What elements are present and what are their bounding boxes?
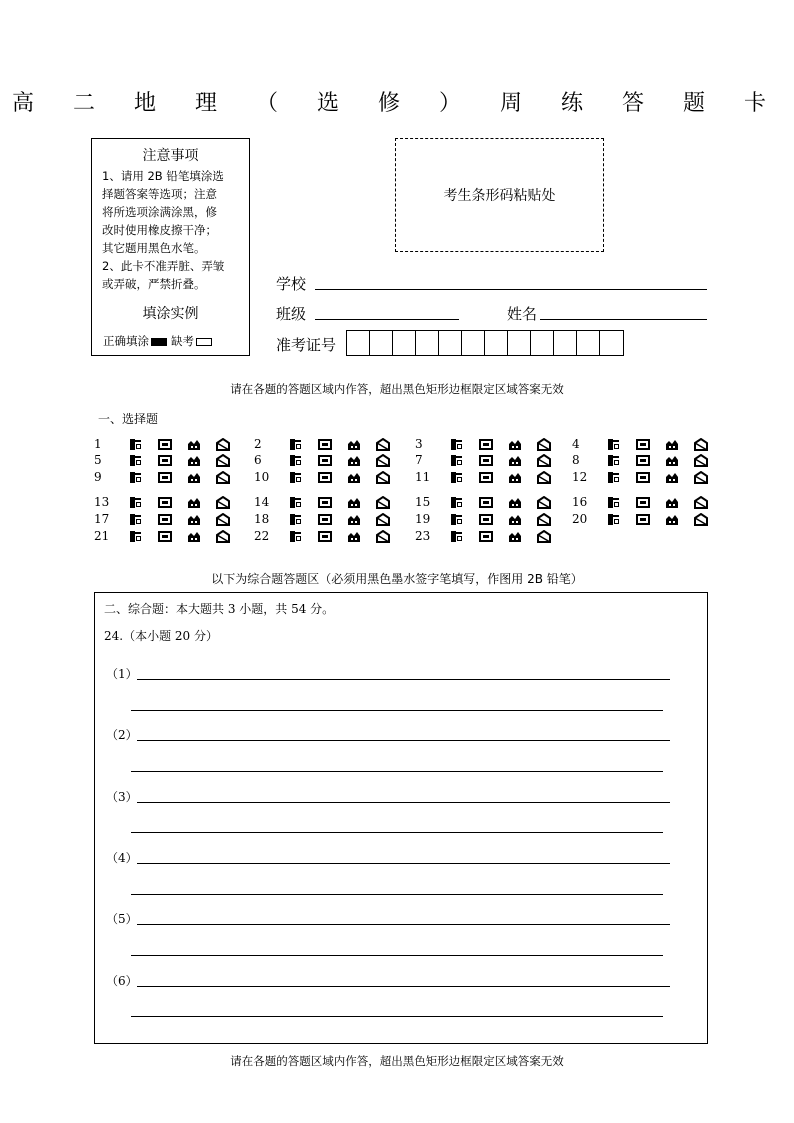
- mark-d-icon[interactable]: [376, 438, 390, 451]
- question-number: 8: [572, 453, 580, 467]
- mark-d-icon[interactable]: [694, 454, 708, 467]
- exam-id-digit[interactable]: [370, 331, 393, 355]
- exam-id-digit[interactable]: [554, 331, 577, 355]
- school-field[interactable]: [315, 289, 707, 290]
- mark-d-icon[interactable]: [216, 471, 230, 484]
- mark-c-icon[interactable]: [187, 496, 201, 509]
- class-label: 班级: [276, 305, 307, 323]
- mark-b-icon[interactable]: [479, 438, 493, 451]
- mark-b-icon[interactable]: [158, 530, 172, 543]
- answer-line[interactable]: [137, 740, 670, 741]
- mark-c-icon[interactable]: [187, 530, 201, 543]
- mark-b-icon[interactable]: [479, 471, 493, 484]
- mark-a-icon[interactable]: [289, 496, 303, 509]
- instruction-section2: 以下为综合题答题区（必须用黑色墨水签字笔填写，作图用 2B 铅笔）: [211, 572, 583, 586]
- question-number: 9: [94, 470, 102, 484]
- answer-line[interactable]: [137, 679, 670, 680]
- question-number: 14: [254, 495, 270, 509]
- exam-id-digit[interactable]: [439, 331, 462, 355]
- mark-a-icon[interactable]: [129, 471, 143, 484]
- mark-a-icon[interactable]: [450, 471, 464, 484]
- mark-c-icon[interactable]: [187, 513, 201, 526]
- mark-d-icon[interactable]: [376, 471, 390, 484]
- fill-example-row: [92, 333, 249, 349]
- question-number: 6: [254, 453, 262, 467]
- mark-b-icon[interactable]: [158, 496, 172, 509]
- mark-d-icon[interactable]: [376, 530, 390, 543]
- notice-line: 1、请用 2B 铅笔填涂选: [102, 169, 224, 183]
- choice-question: [415, 453, 566, 467]
- answer-line[interactable]: [131, 955, 663, 956]
- correct-fill-label: 正确填涂: [103, 334, 149, 348]
- mark-a-icon[interactable]: [607, 496, 621, 509]
- mark-d-icon[interactable]: [537, 438, 551, 451]
- question-number: 16: [572, 495, 588, 509]
- choice-question: [254, 529, 405, 543]
- mark-c-icon[interactable]: [665, 454, 679, 467]
- mark-a-icon[interactable]: [450, 438, 464, 451]
- mark-c-icon[interactable]: [187, 438, 201, 451]
- subq-label: （2）: [106, 728, 138, 742]
- answer-line[interactable]: [137, 986, 670, 987]
- notice-line: 改时使用橡皮擦干净；: [102, 223, 217, 237]
- choice-question: [94, 495, 245, 509]
- mark-b-icon[interactable]: [636, 471, 650, 484]
- mark-d-icon[interactable]: [537, 496, 551, 509]
- mark-b-icon[interactable]: [636, 513, 650, 526]
- mark-a-icon[interactable]: [129, 530, 143, 543]
- barcode-label: 考生条形码粘贴处: [443, 188, 556, 204]
- mark-a-icon[interactable]: [289, 471, 303, 484]
- section2-header: 二、综合题：本大题共 3 小题，共 54 分。: [104, 602, 335, 616]
- subq-label: （6）: [106, 974, 138, 988]
- mark-d-icon[interactable]: [694, 471, 708, 484]
- mark-d-icon[interactable]: [376, 513, 390, 526]
- choice-question: [415, 529, 566, 543]
- choice-question: [254, 470, 405, 484]
- section1-title: 一、选择题: [98, 412, 159, 426]
- question-number: 23: [415, 529, 431, 543]
- mark-a-icon[interactable]: [450, 530, 464, 543]
- choice-question: [572, 470, 723, 484]
- mark-a-icon[interactable]: [607, 513, 621, 526]
- mark-a-icon[interactable]: [450, 513, 464, 526]
- answer-line[interactable]: [131, 894, 663, 895]
- question-number: 7: [415, 453, 423, 467]
- notice-line: 2、此卡不准弄脏、弄皱: [102, 259, 225, 273]
- absent-checkbox[interactable]: [196, 338, 212, 346]
- mark-c-icon[interactable]: [347, 530, 361, 543]
- mark-c-icon[interactable]: [187, 471, 201, 484]
- question-number: 18: [254, 512, 270, 526]
- mark-d-icon[interactable]: [694, 438, 708, 451]
- choice-question: [572, 495, 723, 509]
- question-number: 13: [94, 495, 110, 509]
- mark-c-icon[interactable]: [508, 454, 522, 467]
- mark-c-icon[interactable]: [347, 496, 361, 509]
- choice-question: [415, 470, 566, 484]
- exam-id-digit[interactable]: [393, 331, 416, 355]
- exam-id-digit[interactable]: [600, 331, 623, 355]
- exam-id-digit[interactable]: [416, 331, 439, 355]
- question-number: 21: [94, 529, 110, 543]
- answer-line[interactable]: [131, 832, 663, 833]
- choice-question: [572, 512, 723, 526]
- choice-question: [572, 437, 723, 451]
- answer-line[interactable]: [137, 924, 670, 925]
- mark-d-icon[interactable]: [376, 454, 390, 467]
- mark-b-icon[interactable]: [318, 530, 332, 543]
- name-label: 姓名: [507, 305, 538, 323]
- answer-line[interactable]: [137, 802, 670, 803]
- choice-question: [94, 512, 245, 526]
- mark-b-icon[interactable]: [318, 454, 332, 467]
- answer-line[interactable]: [131, 710, 663, 711]
- answer-line[interactable]: [137, 863, 670, 864]
- exam-id-digit[interactable]: [462, 331, 485, 355]
- mark-a-icon[interactable]: [289, 438, 303, 451]
- mark-a-icon[interactable]: [607, 471, 621, 484]
- mark-b-icon[interactable]: [318, 438, 332, 451]
- choice-question: [254, 437, 405, 451]
- mark-c-icon[interactable]: [508, 496, 522, 509]
- mark-b-icon[interactable]: [318, 471, 332, 484]
- choice-question: [415, 495, 566, 509]
- mark-b-icon[interactable]: [479, 513, 493, 526]
- mark-a-icon[interactable]: [129, 496, 143, 509]
- filled-swatch: [151, 338, 167, 346]
- choice-question: [94, 529, 245, 543]
- mark-b-icon[interactable]: [479, 530, 493, 543]
- mark-b-icon[interactable]: [158, 438, 172, 451]
- mark-c-icon[interactable]: [665, 471, 679, 484]
- question-number: 5: [94, 453, 102, 467]
- mark-a-icon[interactable]: [450, 454, 464, 467]
- question-number: 1: [94, 437, 102, 451]
- question-24-title: 24.（本小题 20 分）: [104, 629, 218, 643]
- mark-a-icon[interactable]: [289, 530, 303, 543]
- exam-id-digit[interactable]: [485, 331, 508, 355]
- warning-top: 请在各题的答题区域内作答，超出黑色矩形边框限定区域答案无效: [230, 382, 564, 396]
- mark-b-icon[interactable]: [158, 471, 172, 484]
- class-field[interactable]: [315, 319, 459, 320]
- notice-body: [92, 165, 249, 293]
- subq-label: （5）: [106, 912, 138, 926]
- mark-d-icon[interactable]: [537, 513, 551, 526]
- choice-question: [94, 470, 245, 484]
- mark-c-icon[interactable]: [508, 530, 522, 543]
- mark-c-icon[interactable]: [665, 496, 679, 509]
- exam-id-digit[interactable]: [508, 331, 531, 355]
- subq-label: （4）: [106, 851, 138, 865]
- mark-c-icon[interactable]: [665, 438, 679, 451]
- mark-c-icon[interactable]: [508, 513, 522, 526]
- choice-question: [254, 453, 405, 467]
- mark-a-icon[interactable]: [289, 513, 303, 526]
- mark-a-icon[interactable]: [450, 496, 464, 509]
- mark-c-icon[interactable]: [347, 438, 361, 451]
- mark-c-icon[interactable]: [347, 454, 361, 467]
- notice-line: 或弄破，严禁折叠。: [102, 277, 206, 291]
- mark-b-icon[interactable]: [158, 454, 172, 467]
- question-number: 19: [415, 512, 431, 526]
- mark-b-icon[interactable]: [318, 513, 332, 526]
- notice-box: [91, 138, 250, 356]
- notice-title: 注意事项: [142, 148, 199, 164]
- section2-box: [94, 592, 708, 1044]
- question-number: 4: [572, 437, 580, 451]
- mark-d-icon[interactable]: [537, 530, 551, 543]
- question-number: 20: [572, 512, 588, 526]
- notice-line: 其它题用黑色水笔。: [102, 241, 206, 255]
- mark-a-icon[interactable]: [129, 513, 143, 526]
- mark-c-icon[interactable]: [508, 471, 522, 484]
- question-number: 12: [572, 470, 588, 484]
- name-field[interactable]: [540, 319, 707, 320]
- choice-question: [254, 512, 405, 526]
- exam-id-digit[interactable]: [347, 331, 370, 355]
- choice-question: [254, 495, 405, 509]
- subq-label: （1）: [106, 667, 138, 681]
- mark-d-icon[interactable]: [537, 454, 551, 467]
- mark-a-icon[interactable]: [289, 454, 303, 467]
- mark-c-icon[interactable]: [347, 513, 361, 526]
- mark-d-icon[interactable]: [216, 454, 230, 467]
- mark-c-icon[interactable]: [347, 471, 361, 484]
- subq-label: （3）: [106, 790, 138, 804]
- barcode-area: [395, 138, 604, 252]
- mark-d-icon[interactable]: [216, 530, 230, 543]
- mark-b-icon[interactable]: [479, 454, 493, 467]
- mark-d-icon[interactable]: [694, 513, 708, 526]
- question-number: 15: [415, 495, 431, 509]
- fill-example-title: 填涂实例: [142, 306, 199, 322]
- mark-b-icon[interactable]: [636, 454, 650, 467]
- mark-c-icon[interactable]: [187, 454, 201, 467]
- question-number: 10: [254, 470, 270, 484]
- question-number: 3: [415, 437, 423, 451]
- choice-question: [94, 437, 245, 451]
- mark-d-icon[interactable]: [376, 496, 390, 509]
- warning-bottom: 请在各题的答题区域内作答，超出黑色矩形边框限定区域答案无效: [230, 1054, 564, 1068]
- choice-question: [415, 437, 566, 451]
- mark-a-icon[interactable]: [129, 438, 143, 451]
- question-number: 2: [254, 437, 262, 451]
- mark-c-icon[interactable]: [508, 438, 522, 451]
- exam-id-digit[interactable]: [577, 331, 600, 355]
- mark-d-icon[interactable]: [216, 438, 230, 451]
- absent-label: 缺考: [171, 334, 194, 348]
- exam-id-label: 准考证号: [276, 336, 337, 354]
- mark-c-icon[interactable]: [665, 513, 679, 526]
- answer-line[interactable]: [131, 1016, 663, 1017]
- choice-question: [94, 453, 245, 467]
- mark-d-icon[interactable]: [216, 513, 230, 526]
- exam-id-boxes: [346, 330, 624, 356]
- mark-b-icon[interactable]: [318, 496, 332, 509]
- question-number: 17: [94, 512, 110, 526]
- school-label: 学校: [276, 275, 307, 293]
- mark-b-icon[interactable]: [479, 496, 493, 509]
- answer-line[interactable]: [131, 771, 663, 772]
- mark-d-icon[interactable]: [694, 496, 708, 509]
- question-number: 22: [254, 529, 270, 543]
- mark-a-icon[interactable]: [607, 438, 621, 451]
- mark-a-icon[interactable]: [129, 454, 143, 467]
- notice-line: 择题答案等选项；注意: [102, 187, 217, 201]
- mark-b-icon[interactable]: [636, 438, 650, 451]
- exam-id-digit[interactable]: [531, 331, 554, 355]
- mark-d-icon[interactable]: [216, 496, 230, 509]
- choice-question: [415, 512, 566, 526]
- mark-d-icon[interactable]: [537, 471, 551, 484]
- mark-a-icon[interactable]: [607, 454, 621, 467]
- notice-line: 将所选项涂满涂黑，修: [102, 205, 217, 219]
- question-number: 11: [415, 470, 431, 484]
- mark-b-icon[interactable]: [158, 513, 172, 526]
- page-title: 高 二 地 理 （ 选 修 ） 周 练 答 题 卡: [12, 91, 782, 116]
- mark-b-icon[interactable]: [636, 496, 650, 509]
- choice-question: [572, 453, 723, 467]
